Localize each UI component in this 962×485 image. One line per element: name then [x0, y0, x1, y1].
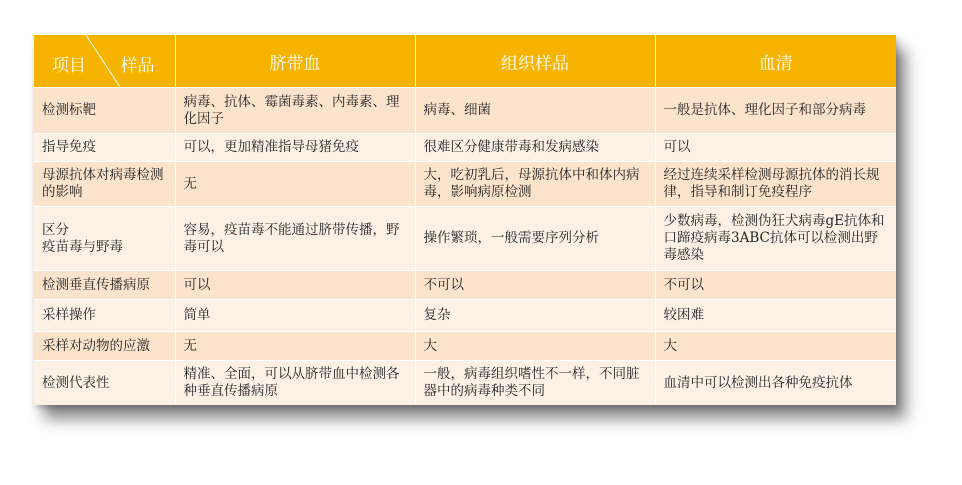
corner-header-cell [34, 35, 175, 88]
serum-cell: 可以 [655, 134, 896, 162]
table-row [34, 300, 896, 332]
column-header-cord-blood: 脐带血 [175, 35, 415, 88]
cord-blood-cell: 病毒、抗体、霉菌毒素、内毒素、理化因子 [175, 88, 415, 134]
table-row [34, 207, 896, 271]
cord-blood-cell: 无 [175, 162, 415, 207]
serum-cell: 一般是抗体、理化因子和部分病毒 [655, 88, 896, 134]
cord-blood-cell: 可以 [175, 271, 415, 300]
comparison-table-card [34, 35, 896, 405]
cord-blood-cell: 精准、全面，可以从脐带血中检测各种垂直传播病原 [175, 361, 415, 406]
tissue-sample-cell: 病毒、细菌 [415, 88, 655, 134]
serum-cell: 血清中可以检测出各种免疫抗体 [655, 361, 896, 406]
row-label-cell: 指导免疫 [34, 134, 175, 162]
tissue-sample-cell: 大，吃初乳后，母源抗体中和体内病毒，影响病原检测 [415, 162, 655, 207]
header-row [34, 35, 896, 88]
cord-blood-cell: 容易，疫苗毒不能通过脐带传播，野毒可以 [175, 207, 415, 271]
serum-cell: 较困难 [655, 300, 896, 332]
table-row [34, 361, 896, 406]
row-label-cell: 采样操作 [34, 300, 175, 332]
table-row [34, 271, 896, 300]
table-row [34, 88, 896, 134]
cord-blood-cell: 简单 [175, 300, 415, 332]
serum-cell: 大 [655, 332, 896, 361]
tissue-sample-cell: 一般，病毒组织嗜性不一样，不同脏器中的病毒种类不同 [415, 361, 655, 406]
row-label-cell: 检测代表性 [34, 361, 175, 406]
comparison-table [34, 35, 896, 405]
serum-cell: 少数病毒，检测伪狂犬病毒gE抗体和口蹄疫病毒3ABC抗体可以检测出野毒感染 [655, 207, 896, 271]
tissue-sample-cell: 复杂 [415, 300, 655, 332]
row-label-cell: 检测标靶 [34, 88, 175, 134]
row-label-cell: 区分 疫苗毒与野毒 [34, 207, 175, 271]
table-row [34, 162, 896, 207]
table-row [34, 134, 896, 162]
tissue-sample-cell: 操作繁琐，一般需要序列分析 [415, 207, 655, 271]
corner-label-item: 项目 [52, 56, 86, 76]
tissue-sample-cell: 不可以 [415, 271, 655, 300]
serum-cell: 经过连续采样检测母源抗体的消长规律，指导和制订免疫程序 [655, 162, 896, 207]
serum-cell: 不可以 [655, 271, 896, 300]
table-row [34, 332, 896, 361]
corner-label-sample: 样品 [120, 56, 155, 76]
row-label-cell: 采样对动物的应激 [34, 332, 175, 361]
column-header-serum: 血清 [655, 35, 896, 88]
row-label-cell: 检测垂直传播病原 [34, 271, 175, 300]
tissue-sample-cell: 大 [415, 332, 655, 361]
row-label-cell: 母源抗体对病毒检测的影响 [34, 162, 175, 207]
cord-blood-cell: 无 [175, 332, 415, 361]
column-header-tissue-sample: 组织样品 [415, 35, 655, 88]
cord-blood-cell: 可以，更加精准指导母猪免疫 [175, 134, 415, 162]
tissue-sample-cell: 很难区分健康带毒和发病感染 [415, 134, 655, 162]
